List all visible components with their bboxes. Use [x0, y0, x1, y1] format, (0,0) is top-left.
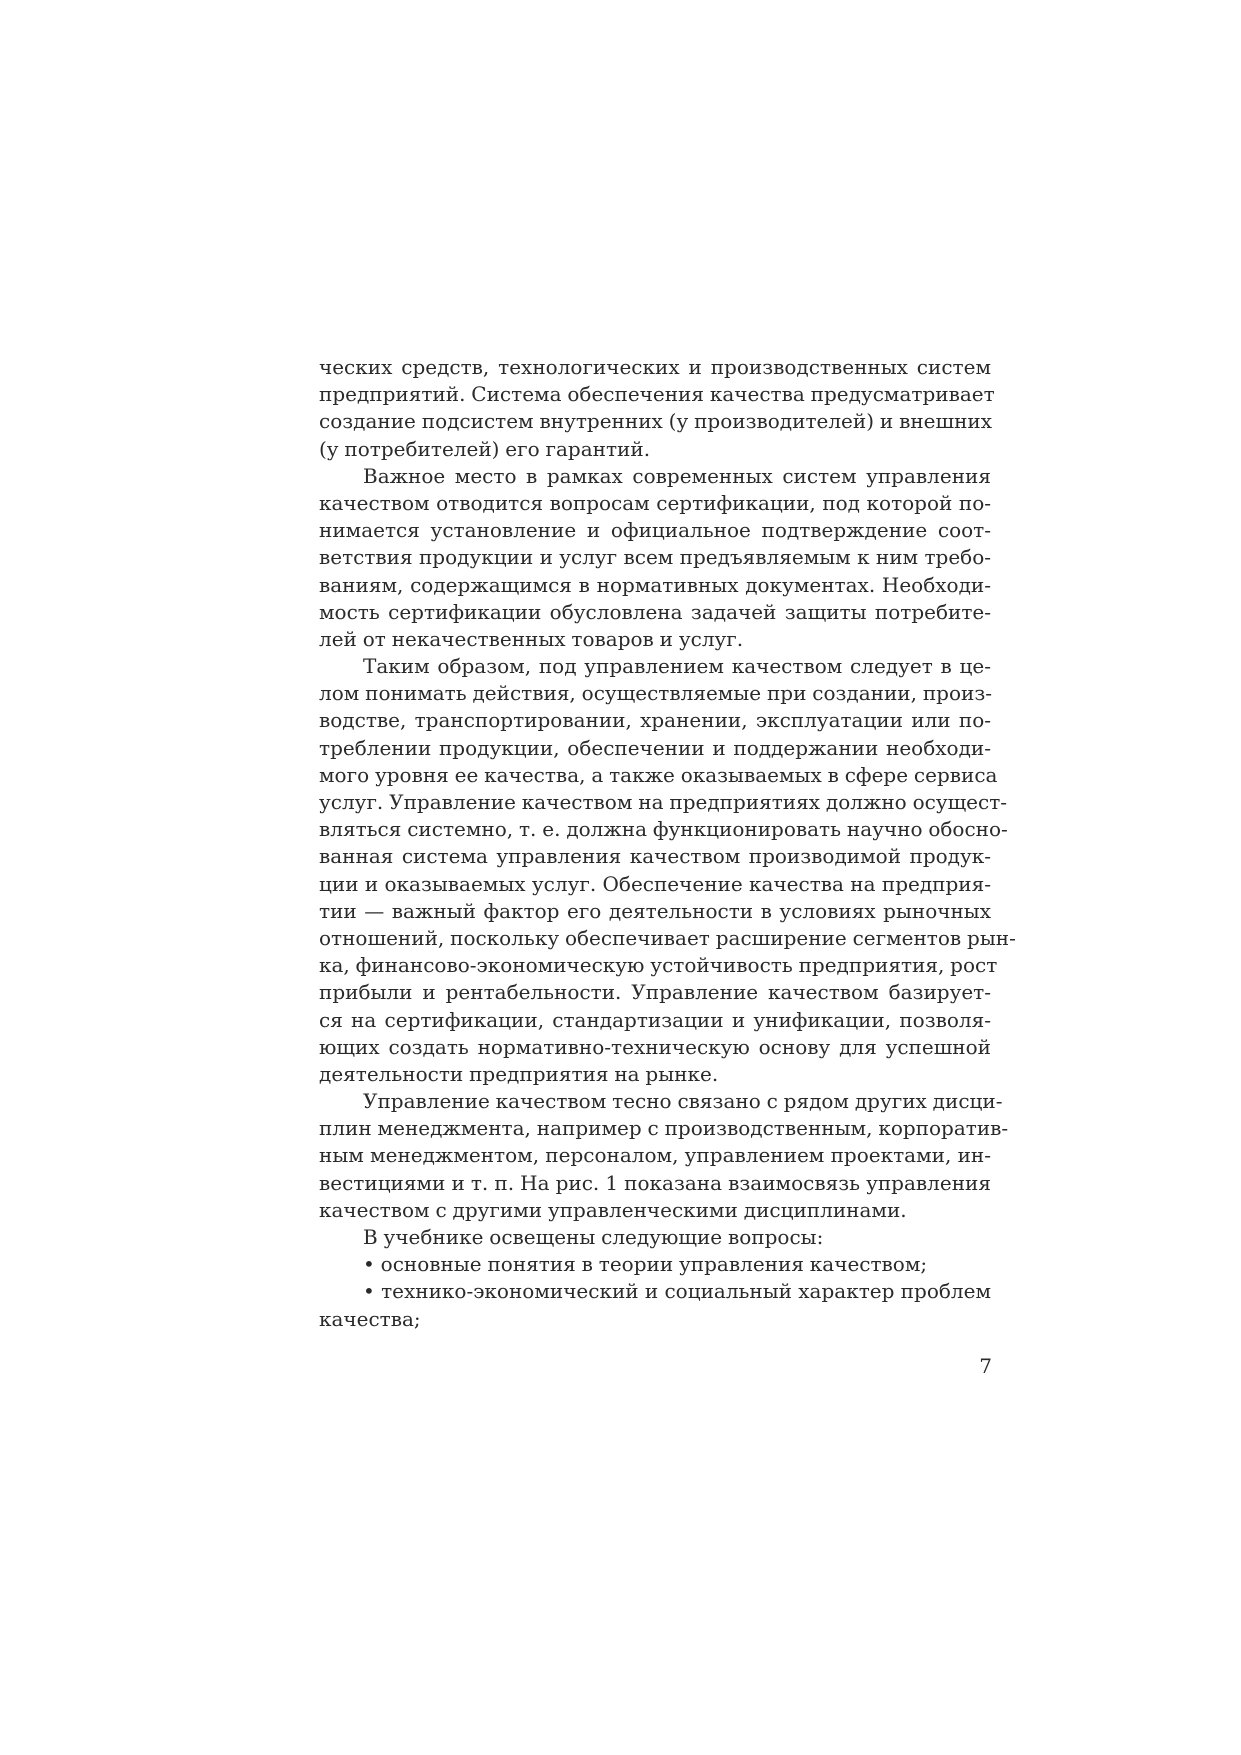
text-line: вляться системно, т. е. должна функционировать научно обосно- [319, 817, 1008, 842]
bullet-item: • основные понятия в теории управления качеством; [363, 1252, 928, 1277]
text-line: ваниям, содержащимся в нормативных документах. Необходи- [319, 572, 991, 597]
text-line: ка, финансово-экономическую устойчивость предприятия, рост [319, 953, 998, 978]
text-line: вестициями и т. п. На рис. 1 показана взаимосвязь управления [319, 1170, 991, 1195]
page-number: 7 [979, 1354, 992, 1378]
text-line: Управление качеством тесно связано с рядом других дисци- [363, 1089, 1003, 1114]
text-line: треблении продукции, обеспечении и поддержании необходи- [319, 735, 991, 760]
text-line: лом понимать действия, осуществляемые при создании, произ- [319, 681, 993, 706]
text-line: отношений, поскольку обеспечивает расширение сегментов рын- [319, 925, 1016, 950]
text-line: прибыли и рентабельности. Управление качеством базирует- [319, 980, 991, 1005]
text-line: качества; [319, 1306, 421, 1331]
text-line: Важное место в рамках современных систем управления [363, 463, 991, 488]
text-line: качеством отводится вопросам сертификации, под которой по- [319, 490, 991, 515]
text-line: ческих средств, технологических и производственных систем [319, 355, 991, 379]
text-line: деятельности предприятия на рынке. [319, 1061, 719, 1086]
text-line: лей от некачественных товаров и услуг. [319, 626, 744, 651]
text-line: создание подсистем внутренних (у производителей) и внешних [319, 409, 993, 434]
text-line: мость сертификации обусловлена задачей защиты потребите- [319, 599, 991, 624]
text-line: ющих создать нормативно-техническую основу для успешной [319, 1034, 991, 1059]
text-line: ванная система управления качеством производимой продук- [319, 844, 991, 869]
body-text [319, 354, 1016, 1333]
bullet-item: • технико-экономический и социальный характер проблем [363, 1279, 991, 1304]
text-line: нимается установление и официальное подтверждение соот- [319, 518, 991, 543]
text-line: ветствия продукции и услуг всем предъявляемым к ним требо- [319, 545, 991, 570]
text-line: Таким образом, под управлением качеством следует в це- [363, 654, 991, 679]
text-line: (у потребителей) его гарантий. [319, 436, 651, 461]
text-line: предприятий. Система обеспечения качества предусматривает [319, 382, 995, 407]
text-line: качеством с другими управленческими дисциплинами. [319, 1197, 907, 1222]
text-line: мого уровня ее качества, а также оказываемых в сфере сервиса [319, 762, 998, 787]
text-line: тии — важный фактор его деятельности в условиях рыночных [319, 898, 991, 923]
text-line: ции и оказываемых услуг. Обеспечение качества на предприя- [319, 871, 991, 896]
text-line: плин менеджмента, например с производственным, корпоратив- [319, 1116, 1009, 1141]
text-line: ным менеджментом, персоналом, управлением проектами, ин- [319, 1143, 991, 1168]
text-line: водстве, транспортировании, хранении, эксплуатации или по- [319, 708, 991, 733]
text-line: услуг. Управление качеством на предприятиях должно осущест- [319, 790, 1008, 814]
text-line: В учебнике освещены следующие вопросы: [363, 1225, 824, 1249]
text-line: ся на сертификации, стандартизации и унификации, позволя- [319, 1007, 991, 1032]
